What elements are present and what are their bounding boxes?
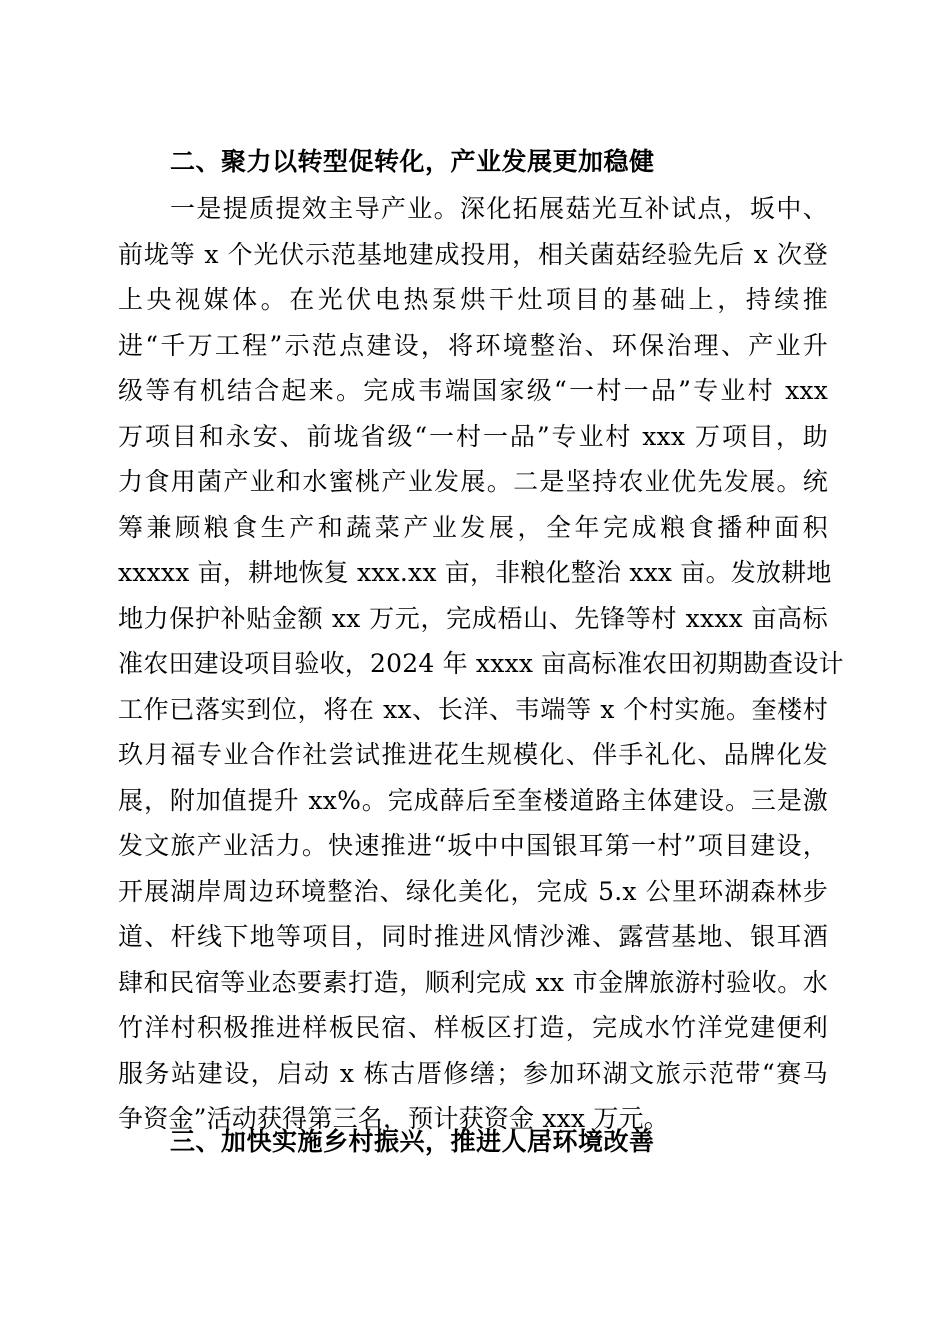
paragraph-line: 争资金”活动获得第三名，预计获资金 xxx 万元。 <box>118 1104 669 1133</box>
section-heading-two: 二、聚力以转型促转化，产业发展更加稳健 <box>170 147 655 176</box>
paragraph-line: 力食用菌产业和水蜜桃产业发展。二是坚持农业优先发展。统 <box>118 467 828 496</box>
paragraph-line: xxxxx 亩，耕地恢复 xxx.xx 亩，非粮化整治 xxx 亩。发放耕地 <box>118 558 832 587</box>
paragraph-line: 准农田建设项目验收，2024 年 xxxx 亩高标准农田初期勘查设计 <box>118 649 844 678</box>
paragraph-line: 筹兼顾粮食生产和蔬菜产业发展，全年完成粮食播种面积 <box>118 512 828 542</box>
paragraph-line: 玖月福专业合作社尝试推进花生规模化、伴手礼化、品牌化发 <box>118 740 828 769</box>
paragraph-line: 竹洋村积极推进样板民宿、样板区打造，完成水竹洋党建便利 <box>118 1013 828 1042</box>
paragraph-line: 进“千万工程”示范点建设，将环境整治、环保治理、产业升 <box>118 330 828 360</box>
paragraph-line: 工作已落实到位，将在 xx、长洋、韦端等 x 个村实施。奎楼村 <box>118 694 828 724</box>
paragraph-line: 上央视媒体。在光伏电热泵烘干灶项目的基础上，持续推 <box>118 285 828 314</box>
paragraph-line: 地力保护补贴金额 xx 万元，完成梧山、先锋等村 xxxx 亩高标 <box>118 603 828 633</box>
paragraph-line: 服务站建设，启动 x 栋古厝修缮；参加环湖文旅示范带“赛马 <box>118 1058 828 1088</box>
paragraph-line: 展，附加值提升 xx%。完成薛后至奎楼道路主体建设。三是激 <box>118 785 828 815</box>
paragraph-line: 一是提质提效主导产业。深化拓展菇光互补试点，坂中、 <box>170 194 828 223</box>
paragraph-line: 道、杆线下地等项目，同时推进风情沙滩、露营基地、银耳酒 <box>118 922 828 951</box>
body-paragraph <box>118 186 844 1142</box>
section-heading-three: 三、加快实施乡村振兴，推进人居环境改善 <box>170 1127 655 1156</box>
paragraph-line: 前垅等 x 个光伏示范基地建成投用，相关菌菇经验先后 x 次登 <box>118 239 828 269</box>
paragraph-line: 万项目和永安、前垅省级“一村一品”专业村 xxx 万项目，助 <box>118 421 828 451</box>
paragraph-line: 开展湖岸周边环境整治、绿化美化，完成 5.x 公里环湖森林步 <box>118 876 828 906</box>
paragraph-line: 肆和民宿等业态要素打造，顺利完成 xx 市金牌旅游村验收。水 <box>118 967 828 997</box>
paragraph-line: 发文旅产业活力。快速推进“坂中中国银耳第一村”项目建设， <box>118 831 828 860</box>
paragraph-line: 级等有机结合起来。完成韦端国家级“一村一品”专业村 xxx <box>118 376 828 405</box>
